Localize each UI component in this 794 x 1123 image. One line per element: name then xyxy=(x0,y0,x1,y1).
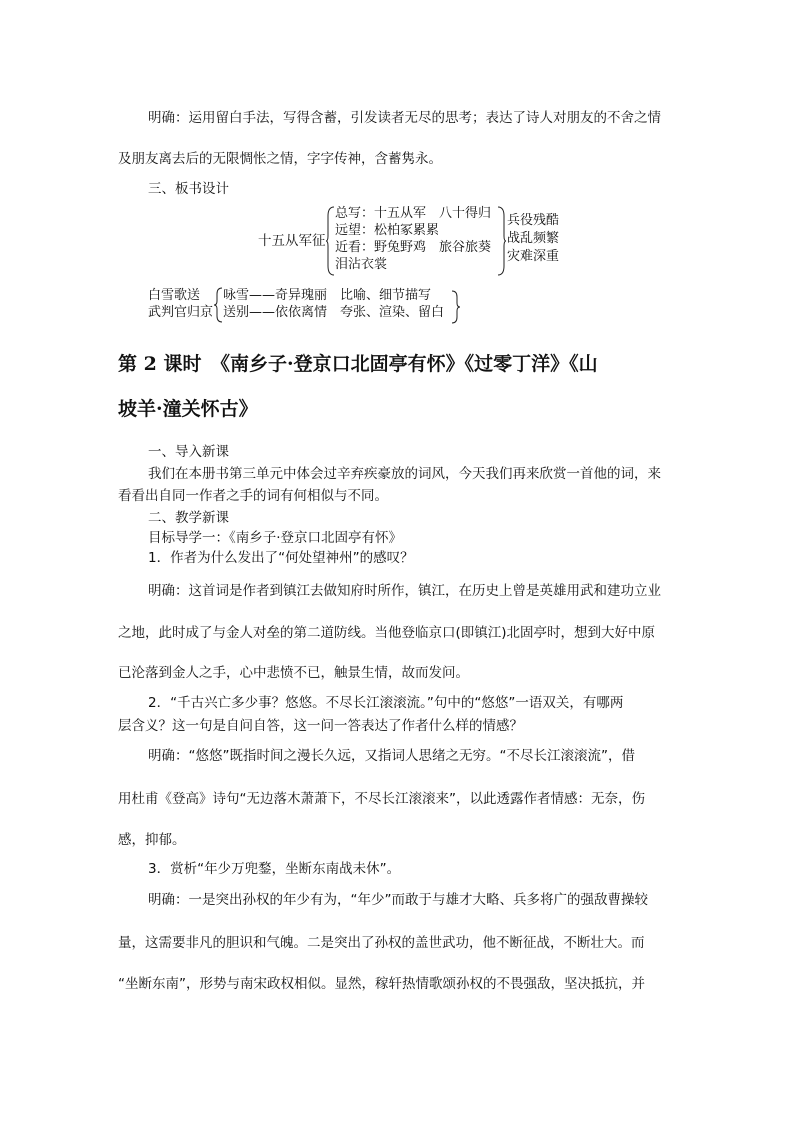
answer-line: 量，这需要非凡的胆识和气魄。二是突出了孙权的盖世武功，他不断征战，不断壮大。而 xyxy=(118,935,645,951)
board-conclusion: 战乱频繁 xyxy=(507,231,560,246)
answer-line: 及朋友离去后的无限惆怅之情，字字传神，含蓄隽永。 xyxy=(118,151,442,167)
answer-line: 感，抑郁。 xyxy=(118,832,186,848)
board-conclusion: 灾难深重 xyxy=(507,249,560,264)
goal-heading: 目标导学一：《南乡子·登京口北固亭有怀》 xyxy=(148,530,403,546)
answer-line: 明确：“悠悠”既指时间之漫长久远，又指词人思绪之无穷。“不尽长江滚滚流”，借 xyxy=(148,748,635,764)
board-title: 白雪歌送 xyxy=(148,288,201,303)
question: 2．“千古兴亡多少事？悠悠。不尽长江滚滚流。”句中的“悠悠”一语双关，有哪两 xyxy=(148,695,624,711)
board-item: 远望：松柏冢累累 xyxy=(335,223,440,238)
body-line: 看看出自同一作者之手的词有何相似与不同。 xyxy=(118,488,388,504)
answer-line: 之地，此时成了与金人对垒的第二道防线。当他登临京口(即镇江)北固亭时，想到大好中原 xyxy=(118,625,656,641)
board-row: 咏雪——奇异瑰丽 比喻、细节描写 xyxy=(223,288,432,303)
right-brace xyxy=(452,290,462,324)
section-heading: 二、教学新课 xyxy=(148,510,229,526)
lesson-title: 第 2 课时 《南乡子·登京口北固亭有怀》《过零丁洋》《山 xyxy=(118,353,598,375)
board-title: 武判官归京 xyxy=(148,305,214,320)
answer-line: 明确：一是突出孙权的年少有为，“年少”而敢于与雄才大略、兵多将广的强敌曹操较 xyxy=(148,892,648,908)
board-item: 总写：十五从军 八十得归 xyxy=(335,206,492,221)
answer-line: 已沦落到金人之手，心中悲愤不已，触景生情，故而发问。 xyxy=(118,665,469,681)
board-item: 近看：野兔野鸡 旅谷旅葵 xyxy=(335,240,492,255)
board-item: 泪沾衣裳 xyxy=(335,257,388,272)
section-heading: 一、导入新课 xyxy=(148,444,229,460)
answer-line: 明确：这首词是作者到镇江去做知府时所作，镇江，在历史上曾是英雄用武和建功立业 xyxy=(148,583,661,599)
answer-line: “坐断东南”，形势与南宋政权相似。显然，稼轩热情歌颂孙权的不畏强敌，坚决抵抗，并 xyxy=(118,976,645,992)
question: 层含义？这一句是自问自答，这一问一答表达了作者什么样的情感？ xyxy=(118,718,523,734)
question: 3．赏析“年少万兜鍪，坐断东南战未休”。 xyxy=(148,861,401,877)
answer-line: 用杜甫《登高》诗句“无边落木萧萧下，不尽长江滚滚来”，以此透露作者情感：无奈，伤 xyxy=(118,791,645,807)
board-row: 送别——依依离情 夸张、渲染、留白 xyxy=(223,305,445,320)
board-center-label: 十五从军征 xyxy=(258,233,326,249)
body-line: 我们在本册书第三单元中体会过辛弃疾豪放的词风，今天我们再来欣赏一首他的词，来 xyxy=(148,466,661,482)
question: 1．作者为什么发出了“何处望神州”的感叹？ xyxy=(148,550,414,566)
board-conclusion: 兵役残酷 xyxy=(507,213,560,228)
answer-line: 明确：运用留白手法，写得含蓄，引发读者无尽的思考；表达了诗人对朋友的不舍之情 xyxy=(148,110,661,126)
section-heading: 三、板书设计 xyxy=(148,181,229,197)
lesson-title: 坡羊·潼关怀古》 xyxy=(118,398,258,420)
